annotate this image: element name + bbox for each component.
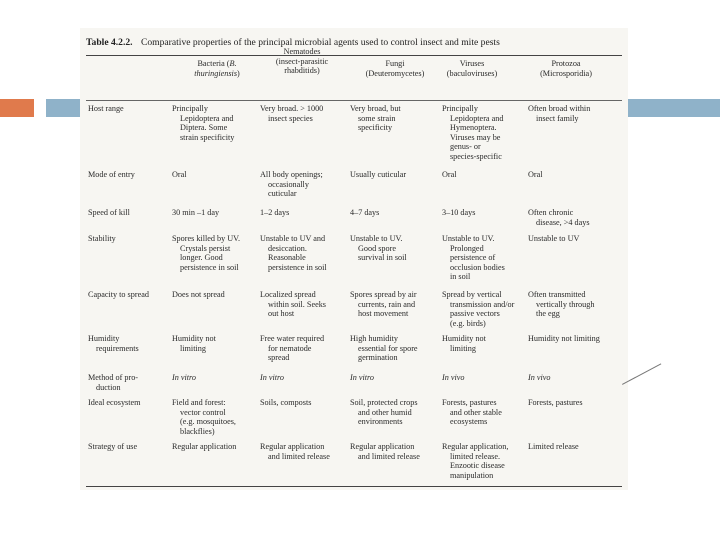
table-cell	[350, 234, 440, 263]
column-header	[518, 59, 614, 78]
table-bottom-rule	[86, 486, 622, 487]
table-cell	[350, 104, 440, 133]
cell-text: Free water required	[260, 334, 325, 343]
cell-text: Does not spread	[172, 290, 225, 299]
row-label-text: Humidity	[88, 334, 120, 343]
table-cell	[172, 208, 258, 218]
cell-text: and limited release	[268, 451, 330, 461]
row-label	[88, 290, 168, 300]
cell-text: Humidity not	[172, 334, 216, 343]
table-cell	[260, 208, 348, 218]
row-label-text: Strategy of use	[88, 442, 138, 451]
cell-text: Viruses may be	[450, 132, 501, 142]
table-cell	[528, 290, 620, 319]
table-cell	[260, 373, 348, 383]
cell-text: desiccation.	[268, 243, 307, 253]
row-label-text: Mode of entry	[88, 170, 135, 179]
table-cell	[260, 398, 348, 408]
cell-text: genus- or	[450, 142, 481, 152]
table-title: Comparative properties of the principal microbial agents used to control insect and mite pests	[140, 37, 500, 48]
cell-text: Regular application	[260, 442, 325, 451]
cell-text: Lepidoptera and	[180, 113, 234, 123]
table-cell	[528, 104, 620, 123]
cell-text: Often transmitted	[528, 290, 586, 299]
row-label	[88, 398, 168, 408]
cell-text: and limited release	[358, 451, 420, 461]
table-cell	[260, 334, 348, 363]
cell-text: persistence in soil	[268, 262, 327, 272]
cell-text: Spores spread by air	[350, 290, 417, 299]
table-cell	[172, 234, 258, 272]
cell-text: Limited release	[528, 442, 579, 451]
cell-text: Unstable to UV.	[442, 234, 495, 243]
cell-text: Principally	[442, 104, 478, 113]
table-cell	[260, 290, 348, 319]
cell-text: Often broad within	[528, 104, 591, 113]
row-label	[88, 442, 168, 452]
table-cell	[528, 170, 620, 180]
table-cell	[172, 104, 258, 142]
cell-text: spread	[268, 353, 290, 363]
table-cell	[528, 234, 620, 244]
cell-text: occasionally	[268, 179, 309, 189]
cell-text: cuticular	[268, 189, 297, 199]
cell-text: Often chronic	[528, 208, 574, 217]
column-header	[172, 59, 262, 78]
cell-text: In vitro	[260, 373, 285, 382]
cell-text: 30 min –1 day	[172, 208, 220, 217]
table-cell	[350, 208, 440, 218]
pen-annotation-stroke	[622, 363, 661, 385]
table-cell	[442, 373, 526, 383]
table-cell	[172, 170, 258, 180]
row-label-text: Method of pro-	[88, 373, 139, 382]
cell-text: Very broad. > 1000	[260, 104, 324, 113]
cell-text: (e.g. mosquitoes,	[180, 417, 236, 427]
row-label-text: Ideal ecosystem	[88, 398, 141, 407]
header-text: (Deuteromycetes)	[365, 68, 425, 78]
column-header	[428, 59, 516, 78]
cell-text: Very broad, but	[350, 104, 401, 113]
cell-text: host movement	[358, 309, 409, 319]
cell-text: transmission and/or	[450, 299, 515, 309]
row-label	[88, 208, 168, 218]
cell-text: Crystals persist	[180, 243, 231, 253]
row-label-text: Stability	[88, 234, 116, 243]
cell-text: persistence of	[450, 253, 496, 263]
table-cell	[442, 290, 526, 328]
table-cell	[528, 398, 620, 408]
table-cell	[528, 208, 620, 227]
header-text: Bacteria (	[197, 59, 230, 68]
cell-text: survival in soil	[358, 253, 407, 263]
table-cell	[350, 170, 440, 180]
header-text: Protozoa	[551, 59, 581, 68]
table-header-rule	[86, 100, 622, 101]
cell-text: All body openings;	[260, 170, 323, 179]
cell-text: 3–10 days	[442, 208, 476, 217]
table-cell	[442, 104, 526, 162]
table-cell	[172, 373, 258, 383]
cell-text: Regular application,	[442, 442, 509, 451]
row-label	[88, 104, 168, 114]
table-caption	[86, 37, 626, 48]
table-cell	[260, 442, 348, 461]
table-cell	[260, 104, 348, 123]
cell-text: Oral	[172, 170, 187, 179]
row-label-text: requirements	[96, 343, 139, 353]
table-cell	[172, 398, 258, 436]
header-text: Viruses	[459, 59, 485, 68]
cell-text: In vivo	[442, 373, 465, 382]
cell-text: and other stable	[450, 407, 502, 417]
cell-text: vector control	[180, 407, 226, 417]
header-text-italic: thuringiensis	[194, 68, 238, 78]
table-cell	[350, 290, 440, 319]
cell-text: manipulation	[450, 470, 494, 480]
cell-text: environments	[358, 417, 403, 427]
cell-text: limited release.	[450, 451, 501, 461]
cell-text: Oral	[442, 170, 457, 179]
cell-text: passive vectors	[450, 309, 500, 319]
cell-text: Usually cuticular	[350, 170, 407, 179]
row-label-text: Capacity to spread	[88, 290, 149, 299]
row-label	[88, 373, 168, 392]
cell-text: specificity	[358, 123, 393, 133]
cell-text: In vitro	[350, 373, 375, 382]
accent-bar-orange	[0, 99, 34, 117]
header-text-italic: B.	[229, 59, 237, 68]
cell-text: In vitro	[172, 373, 197, 382]
table-number: Table 4.2.2.	[86, 37, 133, 48]
table-cell	[350, 442, 440, 461]
table-cell	[350, 334, 440, 363]
cell-text: Oral	[528, 170, 543, 179]
cell-text: Field and forest:	[172, 398, 226, 407]
table-cell	[442, 334, 526, 353]
table-cell	[172, 290, 258, 300]
cell-text: occlusion bodies	[450, 262, 505, 272]
table-cell	[260, 234, 348, 272]
cell-text: Spores killed by UV.	[172, 234, 241, 243]
header-text: Fungi	[385, 59, 405, 68]
row-label-text: Host range	[88, 104, 124, 113]
cell-text: Reasonable	[268, 253, 306, 263]
cell-text: Spread by vertical	[442, 290, 502, 299]
cell-text: ecosystems	[450, 417, 488, 427]
cell-text: High humidity	[350, 334, 398, 343]
table-top-rule	[86, 55, 622, 56]
cell-text: Principally	[172, 104, 208, 113]
cell-text: Hymenoptera.	[450, 123, 497, 133]
cell-text: longer. Good	[180, 253, 223, 263]
cell-text: germination	[358, 353, 398, 363]
table-cell	[528, 442, 620, 452]
cell-text: Soil, protected crops	[350, 398, 418, 407]
cell-text: Forests, pastures	[528, 398, 583, 407]
cell-text: Enzootic disease	[450, 461, 505, 471]
cell-text: vertically through	[536, 299, 595, 309]
table-cell	[442, 170, 526, 180]
scanned-table-image	[80, 28, 628, 490]
cell-text: Regular application	[350, 442, 415, 451]
cell-text: Forests, pastures	[442, 398, 497, 407]
header-text: rhabditids)	[284, 66, 320, 76]
header-text: (Microsporidia)	[540, 68, 592, 78]
cell-text: some strain	[358, 113, 396, 123]
cell-text: 1–2 days	[260, 208, 290, 217]
cell-text: limiting	[180, 343, 206, 353]
table-cell	[528, 334, 620, 344]
table-cell	[442, 398, 526, 427]
table-cell	[350, 373, 440, 383]
table-cell	[260, 170, 348, 199]
header-text: Nematodes	[283, 47, 321, 56]
cell-text: limiting	[450, 343, 476, 353]
cell-text: strain specificity	[180, 132, 235, 142]
cell-text: Soils, composts	[260, 398, 312, 407]
cell-text: the egg	[536, 309, 560, 319]
cell-text: Unstable to UV.	[350, 234, 403, 243]
header-text: (baculoviruses)	[446, 68, 498, 78]
cell-text: Humidity not	[442, 334, 486, 343]
table-cell	[172, 442, 258, 452]
cell-text: In vivo	[528, 373, 551, 382]
cell-text: 4–7 days	[350, 208, 380, 217]
cell-text: essential for spore	[358, 343, 418, 353]
table-cell	[350, 398, 440, 427]
row-label-text: Speed of kill	[88, 208, 130, 217]
row-label	[88, 170, 168, 180]
cell-text: blackflies)	[180, 426, 215, 436]
cell-text: (e.g. birds)	[450, 318, 486, 328]
column-header	[256, 47, 348, 76]
cell-text: insect family	[536, 113, 579, 123]
cell-text: disease, >4 days	[536, 217, 590, 227]
cell-text: insect species	[268, 113, 313, 123]
cell-text: within soil. Seeks	[268, 299, 326, 309]
cell-text: Unstable to UV and	[260, 234, 326, 243]
cell-text: out host	[268, 309, 295, 319]
cell-text: Diptera. Some	[180, 123, 228, 133]
cell-text: Regular application	[172, 442, 237, 451]
header-text: )	[237, 68, 240, 78]
header-text: (insect-parasitic	[275, 56, 329, 66]
cell-text: Prolonged	[450, 243, 484, 253]
cell-text: for nematode	[268, 343, 312, 353]
row-label	[88, 234, 168, 244]
row-label	[88, 334, 168, 353]
table-cell	[442, 442, 526, 480]
cell-text: Humidity not limiting	[528, 334, 600, 343]
table-cell	[528, 373, 620, 383]
cell-text: persistence in soil	[180, 262, 239, 272]
cell-text: currents, rain and	[358, 299, 416, 309]
cell-text: Good spore	[358, 243, 396, 253]
cell-text: species-specific	[450, 151, 502, 161]
cell-text: Lepidoptera and	[450, 113, 504, 123]
cell-text: Unstable to UV	[528, 234, 580, 243]
cell-text: and other humid	[358, 407, 412, 417]
table-cell	[172, 334, 258, 353]
cell-text: Localized spread	[260, 290, 316, 299]
table-cell	[442, 208, 526, 218]
row-label-text: duction	[96, 382, 121, 392]
table-cell	[442, 234, 526, 282]
cell-text: in soil	[450, 272, 471, 282]
